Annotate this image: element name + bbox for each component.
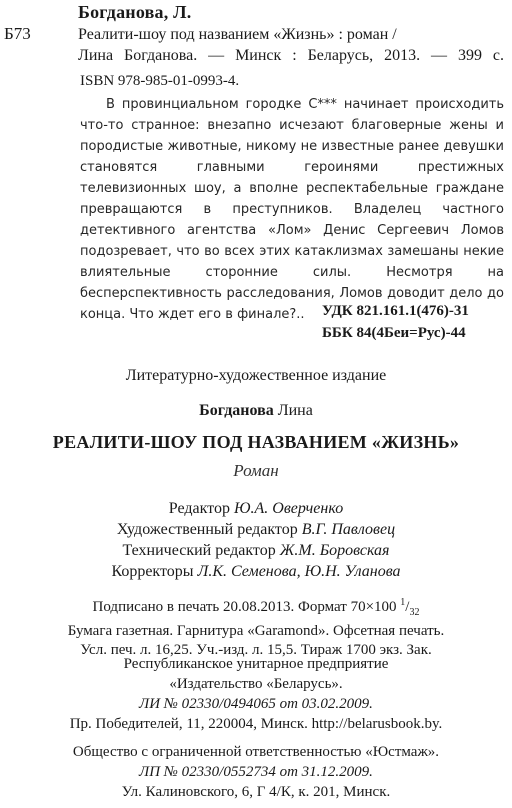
edition-genre: Литературно-художественное издание [125,367,387,384]
credit-art-editor [0,519,512,540]
credit-role: Художественный редактор [116,521,298,538]
format-fraction [400,597,420,618]
author-mark-code: Б73 [4,24,31,43]
credit-person: Л.К. Семенова, Ю.Н. Уланова [197,563,401,580]
credits [0,498,512,582]
credit-proofreaders [0,561,512,582]
annotation: В провинциальном городке С*** начинает происходить что-то странное: внезапно исчезают благоверные жены и породистые животные, никому не известные ранее девушки становятся главными героинями престижных телевизионных шоу, а вполне респектабельные граждане превращаются в преступников. Владелец частного детективного агентства «Лом» Денис Сергеевич Ломов подозревает, что во всех этих катаклизмах замешаны некие влиятельные сторонние силы. Несмотря на бесперспективность расследования, Ломов доводит дело до конца. Что ждет его в финале?.. [80,97,504,322]
printer-license-row [0,762,512,782]
print-details [0,593,512,660]
author-surname: Богданова [199,402,274,419]
credit-tech-editor [0,540,512,561]
author-heading: Богданова, Л. [78,2,192,22]
print-paper: Бумага газетная. Гарнитура «Garamond». Офсетная печать. [67,623,445,639]
publisher-line-2: «Издательство «Беларусь». [169,676,343,692]
author-line [0,402,512,420]
publisher-license: ЛИ № 02330/0494065 от 03.02.2009. [139,696,373,712]
print-signed-line [0,593,512,622]
publisher-address: Пр. Победителей, 11, 220004, Минск. http://belarusbook.by. [69,716,443,732]
isbn: ISBN 978-985-01-0993-4. [80,73,240,89]
credit-role: Технический редактор [122,542,276,559]
printer-address: Ул. Калиновского, 6, Г 4/К, к. 201, Минск. [121,784,391,800]
printer-line-1: Общество с ограниченной ответственностью «Юстмаж». [72,744,440,760]
fraction-slash: / [405,599,410,615]
bibliographic-description [78,24,504,66]
udk-code: УДК 821.161.1(476)-31 [322,303,469,319]
printer-block [0,742,512,802]
print-signed: Подписано в печать 20.08.2013. Формат 70×100 [92,599,397,615]
author-name: Лина [277,402,313,419]
publisher-line-1: Республиканское унитарное предприятие [123,656,389,672]
credit-person: Ж.М. Боровская [279,542,390,559]
credit-editor [0,498,512,519]
fraction-denominator: 32 [409,607,420,618]
book-subtitle: Роман [233,461,279,480]
book-title: РЕАЛИТИ-ШОУ ПОД НАЗВАНИЕМ «ЖИЗНЬ» [52,432,460,452]
credit-person: Ю.А. Оверченко [233,500,344,517]
bbk-code: ББК 84(4Беи=Рус)-44 [322,325,466,341]
bib-line-2: Лина Богданова. — Минск : Беларусь, 2013. — 399 с. [78,47,504,64]
printer-license: ЛП № 02330/0552734 от 31.12.2009. [139,764,373,780]
credit-role: Корректоры [111,563,194,580]
publisher-license-row [0,694,512,714]
publisher-block [0,654,512,734]
credit-role: Редактор [168,500,230,517]
credit-person: В.Г. Павловец [301,521,396,538]
print-volume: Усл. печ. л. 16,25. Уч.-изд. л. 15,5. Тираж 1700 экз. Зак. [80,642,432,658]
bib-line-1: Реалити-шоу под названием «Жизнь» : роман / [78,26,397,43]
fraction-numerator: 1 [400,597,406,608]
